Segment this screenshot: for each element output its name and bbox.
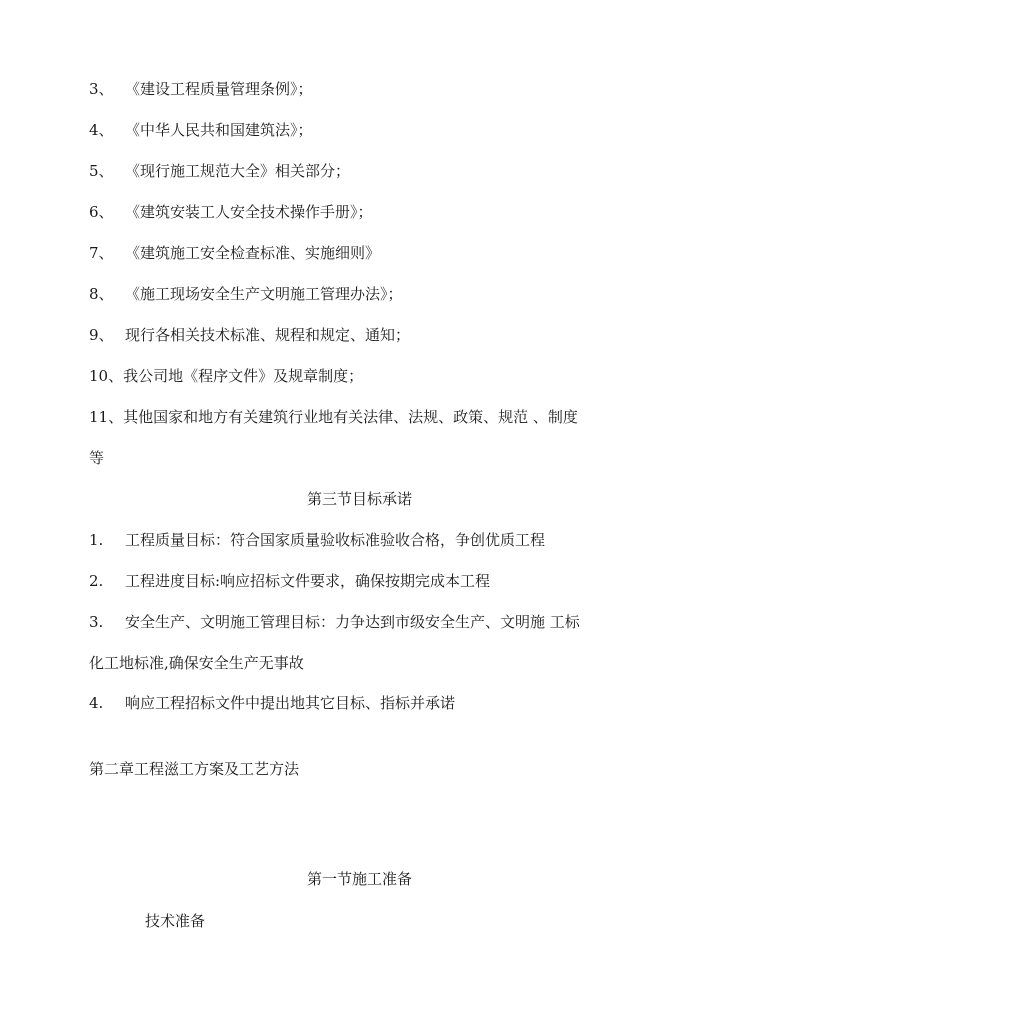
ref-item-11-continuation: 等	[89, 449, 105, 467]
ref-item-9	[89, 325, 410, 345]
ref-text: 《建筑施工安全检查标准、实施细则》	[125, 244, 381, 262]
ref-number: 6、	[89, 203, 114, 221]
goal-number: 4.	[89, 694, 104, 712]
ref-number: 9、	[89, 326, 114, 344]
ref-text: 《现行施工规范大全》相关部分；	[125, 162, 351, 180]
goal-text: 工程质量目标：符合国家质量验收标准验收合格，争创优质工程	[125, 531, 546, 549]
goal-item-4	[89, 693, 455, 713]
subsection-title: 技术准备	[145, 912, 206, 930]
section-3-title: 第三节目标承诺	[307, 490, 413, 508]
ref-item-8	[89, 284, 403, 304]
ref-number: 8、	[89, 285, 114, 303]
ref-item-6	[89, 202, 373, 222]
ref-text: 《建设工程质量管理条例》；	[125, 80, 313, 98]
ref-item-10: 10、我公司地《程序文件》及规章制度；	[89, 367, 364, 385]
chapter-2-title: 第二章工程滋工方案及工艺方法	[89, 760, 300, 778]
ref-item-7	[89, 243, 380, 263]
goal-item-2	[89, 571, 490, 591]
goal-item-3-continuation: 化工地标准,确保安全生产无事故	[89, 654, 304, 672]
ref-number: 5、	[89, 162, 114, 180]
ref-item-5	[89, 161, 350, 181]
ref-item-4	[89, 120, 313, 140]
goal-number: 3.	[89, 613, 104, 631]
ref-text: 《中华人民共和国建筑法》；	[125, 121, 313, 139]
ref-number: 4、	[89, 121, 114, 139]
ref-text: 《施工现场安全生产文明施工管理办法》；	[125, 285, 403, 303]
goal-number: 2.	[89, 572, 104, 590]
goal-text: 响应工程招标文件中提出地其它目标、指标并承诺	[125, 694, 456, 712]
ref-text: 现行各相关技术标准、规程和规定、通知；	[125, 326, 411, 344]
goal-item-3	[89, 612, 580, 632]
section-1-title: 第一节施工准备	[307, 870, 413, 888]
goal-number: 1.	[89, 531, 104, 549]
ref-number: 7、	[89, 244, 114, 262]
ref-item-3	[89, 79, 313, 99]
ref-text: 《建筑安装工人安全技术操作手册》；	[125, 203, 373, 221]
goal-item-1	[89, 530, 545, 550]
goal-text: 工程进度目标:响应招标文件要求，确保按期完成本工程	[125, 572, 491, 590]
goal-text: 安全生产、文明施工管理目标：力争达到市级安全生产、文明施 工标	[125, 613, 580, 631]
ref-item-11: 11、其他国家和地方有关建筑行业地有关法律、法规、政策、规范 、制度	[89, 408, 578, 426]
ref-number: 3、	[89, 80, 114, 98]
